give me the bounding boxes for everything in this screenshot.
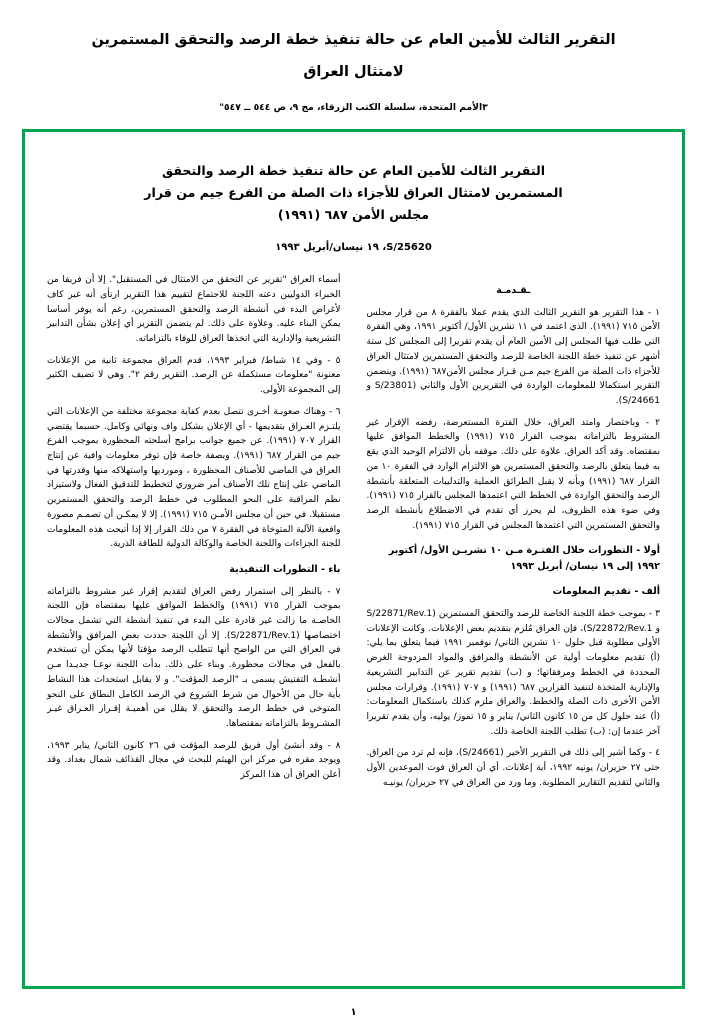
- column-left: [47, 273, 354, 973]
- document-title-line-1: التقرير الثالث للأمين العام عن حالة تنفيذ خطة الرصد والتحقق المستمرين: [91, 32, 616, 48]
- paragraph: أسماء العراق "تقرير عن التحقق من الامتثال في المستقبل". إلا أن فريقا من الخبراء الدوليين دعته اللجنة للاجتماع لتقييم هذا التقرير ارتأى أنه غير كاف لأغراض البدء في أنشطة الرصد والتحقق المستمرين، رغم أنه يوفر أساسا يمكن البناء عليه. وعلاوة على ذلك. لم يتضمن التقرير أي إعلان بشأن التدابير التشريعية والإدارية التي اتخذها العراق للوفاء بالتزاماته.: [47, 275, 341, 344]
- document-symbol-and-date: S/25620، ١٩ نيسان/أبريل ١٩٩٣: [275, 242, 432, 254]
- report-title-line-3: مجلس الأمن ٦٨٧ (١٩٩١): [277, 207, 430, 223]
- column-right: [354, 273, 661, 973]
- subsection-heading-alif: ألف - تقديم المعلومات: [552, 586, 660, 598]
- section-heading-first: أولا - التطورات خلال الفتـرة مـن ١٠ تشريـن الأول/ أكتوبر ١٩٩٢ إلى ١٩ نيسان/ أبريل ١٩٩٣: [388, 545, 660, 572]
- green-framed-excerpt: [22, 129, 685, 989]
- two-column-body: [47, 273, 660, 973]
- report-title-block: [139, 160, 569, 226]
- report-title-line-2: المستمرين لامتثال العراق للأجزاء ذات الصلة من الفرع جيم من قرار: [144, 185, 563, 201]
- document-source-note: ٣الأمم المتحدة، سلسلة الكتب الزرقاء، مج ٩، ص ٥٤٤ ــ ٥٤٧": [219, 101, 488, 113]
- paragraph: ٥ - وفي ١٤ شباط/ فبراير ١٩٩٣، قدم العراق مجموعة ثانية من الإعلانات معنونة "معلومات مستكملة عن الرصد. التقرير رقم ٢". وهي لا تضيف الكثير إلى المجموعة الأولى.: [47, 355, 341, 396]
- paragraph: ٣ - بموجب خطة اللجنة الخاصة للرصد والتحقق المستمرين (S/22871/Rev.1 و S/22872/Rev.1)، فإن العراق مُلزم بتقديم بعض الإعلانات. وكانت الإعلانات الأولى مطلوبة قبل حلول ١٠ تشرين الثاني/ نوفمبر ١٩٩١ فيما يتعلق بما يلي: (أ) تقديم معلومات أولية عن الأنشطة والمرافق والمواد المزدوجة الغرض المحددة في الخطط ومرفقاتها؛ و (ب) تقديم تقرير عن التدابير التشريعية والإدارية المتخذة لتنفيذ القرارين ٦٨٧ (١٩٩١) و ٧٠٧ (١٩٩١). وقرارات مجلس الأمن الأخرى ذات الصلة والخطط. والعراق ملزم كذلك باستكمال المعلومات: (أ) عند حلول كل من ١٥ كانون الثاني/ يناير و ١٥ تموز/ يوليه، وأن يقدم تقريرا آخر عندما إن: (ب) تطلب اللجنة الخاصة ذلك.: [366, 609, 661, 737]
- paragraph: ٤ - وكما أشير إلى ذلك في التقرير الأخير (S/24661)، فإنه لم ترد من العراق. حتى ٢٧ حزيران/ يونيه ١٩٩٢، أية إعلانات. أي أن العراق فوت الموعدين الأول والثاني لتقديم التقارير المطلوبة. وما ورد من العراق في ٢٧ حزيران/ يونيـه: [366, 748, 660, 788]
- introduction-heading: ـقـدمـة: [496, 285, 531, 297]
- document-title-line-2: لامتثال العراق: [303, 63, 404, 80]
- report-title-line-1: التقرير الثالث للأمين العام عن حالة تنفيذ خطة الرصد والتحقق: [161, 163, 546, 178]
- paragraph: ٨ - وقد أنشئ أول فريق للرصد المؤقت في ٢٦ كانون الثاني/ يناير ١٩٩٣، ويوجد مقره في مركز ابن الهيثم للبحث في مجال القذائف شمال بغداد. وقد أعلن العراق أن هذا المركز: [47, 740, 341, 781]
- page-number: ١: [350, 1007, 357, 1018]
- paragraph: ١ - هذا التقرير هو التقرير الثالث الذي يقدم عملا بالفقرة ٨ من قرار مجلس الأمن ٧١٥ (١٩٩١). الذي اعتمد في ١١ تشرين الأول/ أكتوبر ١٩٩١، وهي الفقرة التي طلب فيها المجلس إلى الأمين العام أن يقدم تقريرا إلى المجلس كل ستة أشهر عن تنفيذ خطة اللجنة الخاصة للرصد والتحقق المستمرين لامتثال العراق للأجزاء ذات الصلة من الفرع جيم مـن قـرار مجلس الأمن٦٨٧ (١٩٩١). ويتضمن التقرير استكمالا للمعلومات الواردة في التقريرين الأول والثاني (S/23801 و S/24661).: [366, 307, 660, 406]
- paragraph: ٧ - بالنظر إلى استمرار رفض العراق لتقديم إقرار غير مشروط بالتزاماته بموجب القرار ٧١٥ (١٩٩١) والخطط الموافق عليها بمقتضاه فإن اللجنة الخاصـة ما زالت غير قادرة على البدء في تنفيذ أنشطة التي تشمل مجالات اختصاصها (S/22871/Rev.1). إلا أن اللجنة حددت بعض المرافق والأنشطة في العراق التي من الواضح أنها تتطلب الرصد مؤقتا لأنها يمكن أن تستخدم بالفعل في مجالات محظورة. وبناء على ذلك. بدأت اللجنة نوعـا جديـدا مـن أنشطـة التفتيش يسمى بـ "الرصد المؤقت". و لا يقابل استحداث هذا النشاط بأية حال من الأحوال من شرط الشروع في الرصد الكامل النطاق على النحو المتوخى في خطط الرصد والتحقق لا يقلل من أهميـة إقـرار العـراق غيـر المشـروط بالتزاماته بمقتضاها.: [47, 586, 341, 730]
- paragraph: ٢ - وباختصار وامتد العراق، خلال الفترة المستعرضة، رفضه الإقرار غير المشروط بالتزاماته بموجب القرار ٧١٥ (١٩٩١) والخطط الموافق عليها بمقتضاه. وقد أكد العراق. علاوة على ذلك. موقفه بأن الالتزام الوحيد الذي يقع به فيما يتعلق بالرصد والتحقق المستمرين هو الالتزام الوارد في الفقرة ١٠ من القرار ٦٨٧ (١٩٩١) وبأنه لا يقبل الطرائق العملية والتدليبات المتعلقة بأنشطة الرصد والتحقق الواردة في الخطط التي اعتمدها المجلس بالقرار ٧١٥ (١٩٩١). وفي ضوء هذه الظروف، لم يحرز أي تقدم في الاضطلاع بأنشطة الرصد والتحقق المستمرين التي اعتمدها المجلس في القرار ٧١٥ (١٩٩١).: [366, 417, 661, 531]
- document-header: [0, 30, 707, 113]
- paragraph: ٦ - وهناك صعوبـة أخـرى تتصل بعدم كفاية مجموعة مختلفة من الإعلانات التي يلتـزم العـراق بتقديمها - أي الإعلان بشكل واف ونهائي وكامل. حسبما يقتضي القرار ٧٠٧ (١٩٩١). عن جميع جوانب برامج أسلحته المحظورة بموجب الفرع جيم من القرار ٦٨٧ (١٩٩١). وبصفة خاصة فإن توفر معلومات وافية عن إنتاج العراق في الماضي للأصناف المحظورة ، ومورديها واستهلاكه منها وقدرتها في الماضي على إنتاج تلك الأصناف أمر ضروري لتخطيط للتدقيق الفعال ولاستيراد نظم المراقبة على النحو المطلوب في خطط الرصد والتحقق المستمرين مستقبلا. في حين أن مجلس الأمـن ٧١٥ (١٩٩١). إلا لا يمكـن أن تصمـم مصورة واقعية الآلية المتوخاة في الفقرة ٧ من ذلك القرار إلا إذا أتيحت هذه المعلومات للجنة الجزاءات واللجنة الخاصة والوكالة الدولية للطاقة الذرية.: [47, 406, 341, 550]
- subsection-heading-baa: باء - التطورات التنفيذية: [229, 564, 341, 576]
- frame-content: [25, 132, 682, 986]
